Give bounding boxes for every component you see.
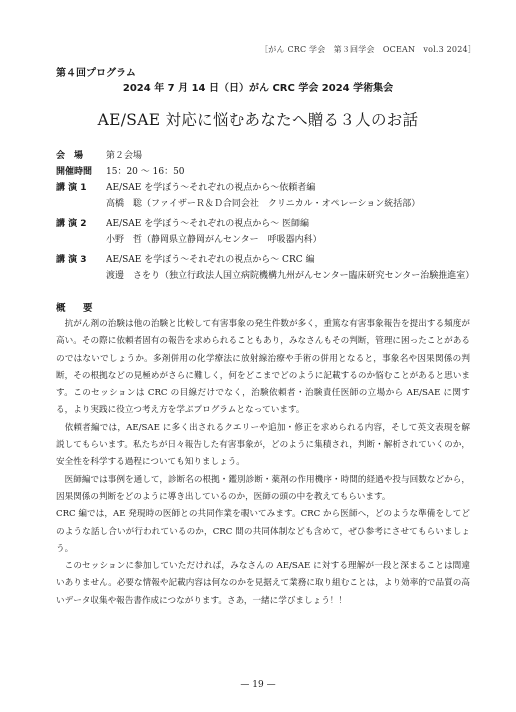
program-label: 第４回プログラム xyxy=(56,68,136,79)
time-label: 開催時間 xyxy=(56,166,93,177)
time-value: 15：20 ～ 16：50 xyxy=(106,166,185,177)
overview-heading: 概 要 xyxy=(56,303,97,314)
event-title: 2024 年 7 月 14 日（日）がん CRC 学会 2024 学術集会 xyxy=(122,83,394,94)
lecture-2-title: AE/SAE を学ぼう～それぞれの視点から～ 医師編 xyxy=(106,218,310,229)
lecture-3-speaker-row xyxy=(56,266,476,282)
lecture-3-speaker: 渡邊 さをり（独立行政法人国立病院機構九州がんセンター臨床研究センター治験推進室） xyxy=(106,270,475,281)
overview-body xyxy=(56,316,470,610)
lecture-1-speaker: 高橋 聡（ファイザーＲ＆Ｄ合同会社 クリニカル・オペレーション統括部） xyxy=(106,198,421,209)
overview-paragraph-4: CRC 編では，AE 発現時の医師との共同作業を覗いてみます。CRC から医師へ，どのような準備をしてどのような話し合いが行われているのか，CRC 間の共同体制なども含めて，ぜひ参考にさせてもらいましょう。 xyxy=(56,509,470,554)
venue-value: 第２会場 xyxy=(106,150,143,161)
lecture-1-speaker-row xyxy=(56,194,476,210)
overview-paragraph-3: 医師編では事例を通して，診断名の根拠・鑑別診断・薬剤の作用機序・時間的経過や投与回数などから，因果関係の判断をどのように導き出しているのか，医師の頭の中を教えてもらいます。 xyxy=(56,474,470,502)
lecture-3-label: 講 演 3 xyxy=(56,254,87,265)
lecture-1-title: AE/SAE を学ぼう～それぞれの視点から～依頼者編 xyxy=(106,182,316,193)
time-row xyxy=(56,162,476,178)
lecture-1-row xyxy=(56,178,476,194)
overview-paragraph-2: 依頼者編では，AE/SAE に多く出されるクエリーや追加・修正を求められる内容，そして英文表現を解説してもらいます。私たちが日々報告した有害事象が，どのように集積され，判断・解析されていくのか，安全性を科学する過程についても知りましょう。 xyxy=(56,422,470,468)
lecture-3-row xyxy=(56,250,476,266)
overview-paragraph-5: このセッションに参加していただければ，みなさんの AE/SAE に対する理解が一段と深まることは間違いありません。必要な情報や記載内容は何なのかを見据えて業務に取り組むことは，より効率的で品質の高いデータ収集や報告書作成につながります。さあ，一緒に学びましょう！！ xyxy=(56,561,470,606)
session-info xyxy=(56,146,476,282)
running-header: ［がん CRC 学会 第３回学会 OCEAN vol.3 2024］ xyxy=(260,45,476,54)
venue-label: 会 場 xyxy=(56,150,84,161)
lecture-2-label: 講 演 2 xyxy=(56,218,87,229)
overview-paragraph-1: 抗がん剤の治験は他の治験と比較して有害事象の発生件数が多く，重篤な有害事象報告を提出する頻度が高い。その際に依頼者固有の報告を求められることもあり，みなさんもその判断，管理に困ったことがあるのではないでしょうか。多剤併用の化学療法に放射線治療や手術の併用となると，事象名や因果関係の判断，その根拠などの見極めがさらに難しく，何をどこまでどのように記載するのか悩むことがあると思います。このセッションは CRC の目線だけでなく，治験依頼者・治験責任医師の立場から AE/SAE に関する，より実践に役立つ考え方を学ぶプログラムとなっています。 xyxy=(56,319,470,416)
venue-row xyxy=(56,146,476,162)
lecture-2-speaker-row xyxy=(56,230,476,246)
lecture-2-row xyxy=(56,214,476,230)
session-title: AE/SAE 対応に悩むあなたへ贈る３人のお話 xyxy=(97,111,419,129)
page-number: — 19 — xyxy=(240,680,276,690)
lecture-3-title: AE/SAE を学ぼう～それぞれの視点から～ CRC 編 xyxy=(106,254,315,265)
lecture-2-speaker: 小野 哲（静岡県立静岡がんセンター 呼吸器内科） xyxy=(106,234,322,245)
lecture-1-label: 講 演 1 xyxy=(56,182,87,193)
